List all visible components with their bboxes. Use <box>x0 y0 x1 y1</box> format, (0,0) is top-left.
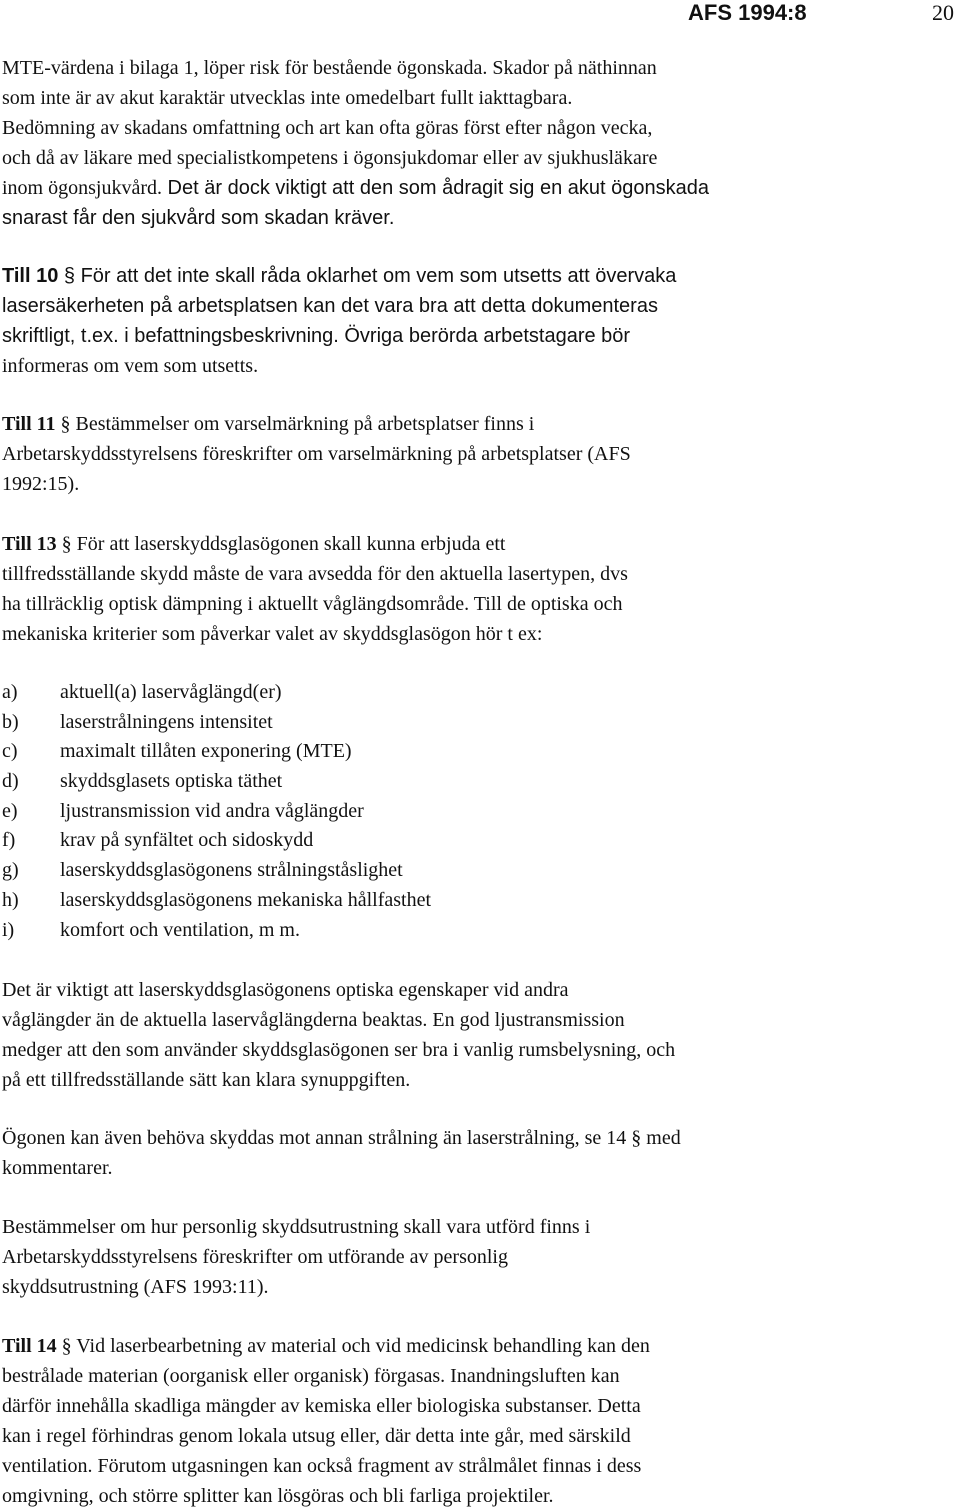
header-document-code: AFS 1994:8 <box>688 0 807 25</box>
text-line: omgivning, och större splitter kan lösgöras och bli farliga projektiler. <box>2 1485 554 1507</box>
list-item <box>2 856 902 886</box>
list-marker: e) <box>2 799 18 822</box>
text-line: lasersäkerheten på arbetsplatsen kan det vara bra att detta dokumenteras <box>2 295 658 317</box>
list-item-text: aktuell(a) laservåglängd(er) <box>60 681 282 703</box>
text-line: Bedömning av skadans omfattning och art kan ofta göras först efter någon vecka, <box>2 117 653 139</box>
section-sign: § <box>61 533 72 555</box>
text-line: bestrålade materian (oorganisk eller organisk) förgasas. Inandningsluften kan <box>2 1365 620 1387</box>
text-line: skriftligt, t.ex. i befattningsbeskrivning. Övriga berörda arbetstagare bör <box>2 325 631 347</box>
list-item-text: krav på synfältet och sidoskydd <box>60 829 314 852</box>
paragraph-optical-properties <box>2 975 902 1095</box>
list-marker: g) <box>2 859 19 882</box>
list-item-text: laserskyddsglasögonens mekaniska hållfasthet <box>60 888 432 911</box>
list-item-text: maximalt tillåten exponering (MTE) <box>60 740 352 763</box>
section-till-14 <box>2 1331 902 1511</box>
text-line: 1992:15). <box>2 473 80 495</box>
text-segment: För att laserskyddsglasögonen skall kunna erbjuda ett <box>71 533 506 555</box>
text-line: tillfredsställande skydd måste de vara avsedda för den aktuella lasertypen, dvs <box>2 563 628 585</box>
section-label: Till 13 <box>2 533 57 555</box>
text-line: skyddsutrustning (AFS 1993:11). <box>2 1276 269 1298</box>
text-line: Bestämmelser om hur personlig skyddsutrustning skall vara utförd finns i <box>2 1216 591 1238</box>
text-line: snarast får den sjukvård som skadan kräver. <box>2 207 395 229</box>
list-item-text: komfort och ventilation, m m. <box>60 918 300 941</box>
paragraph-protective-equipment <box>2 1212 902 1302</box>
text-line: våglängder än de aktuella laservåglängderna beaktas. En god ljustransmission <box>2 1009 625 1031</box>
intro-paragraph <box>2 53 902 233</box>
list-item <box>2 916 902 946</box>
text-line: mekaniska kriterier som påverkar valet av skyddsglasögon hör t ex: <box>2 623 543 645</box>
text-line: Arbetarskyddsstyrelsens föreskrifter om varselmärkning på arbetsplatser (AFS <box>2 443 631 465</box>
section-till-13 <box>2 529 902 649</box>
section-sign: § <box>60 413 71 435</box>
list-marker: c) <box>2 740 18 763</box>
list-item-text: ljustransmission vid andra våglängder <box>60 799 364 822</box>
section-label: Till 14 <box>2 1335 57 1357</box>
text-line <box>2 173 902 203</box>
list-marker: i) <box>2 918 15 941</box>
list-item-text: skyddsglasets optiska täthet <box>60 770 283 793</box>
text-line: kan i regel förhindras genom lokala utsug eller, där detta inte går, med särskild <box>2 1425 631 1447</box>
list-item <box>2 708 902 738</box>
list-item <box>2 797 902 827</box>
text-line: ha tillräcklig optisk dämpning i aktuellt våglängdsområde. Till de optiska och <box>2 593 623 615</box>
text-line: och då av läkare med specialistkompetens i ögonsjukdomar eller av sjukhusläkare <box>2 147 658 169</box>
text-line <box>2 261 902 291</box>
list-item <box>2 767 902 797</box>
text-line: Ögonen kan även behöva skyddas mot annan strålning än laserstrålning, se 14 § med <box>2 1127 681 1149</box>
list-item <box>2 886 902 916</box>
paragraph-other-radiation <box>2 1123 902 1183</box>
text-line: Det är viktigt att laserskyddsglasögonens optiska egenskaper vid andra <box>2 979 569 1001</box>
list-marker: d) <box>2 770 19 793</box>
text-line: på ett tillfredsställande sätt kan klara synuppgiften. <box>2 1069 411 1091</box>
list-marker: f) <box>2 829 16 852</box>
text-line: kommentarer. <box>2 1157 113 1179</box>
list-marker: b) <box>2 710 19 733</box>
text-line: som inte är av akut karaktär utvecklas inte omedelbart fullt iakttagbara. <box>2 87 573 109</box>
section-label: Till 10 <box>2 265 59 287</box>
list-marker: a) <box>2 681 18 703</box>
section-till-11 <box>2 409 902 499</box>
text-segment: inom ögonsjukvård. <box>2 177 162 199</box>
list-item <box>2 678 902 708</box>
list-marker: h) <box>2 888 19 911</box>
text-line: därför innehålla skadliga mängder av kemiska eller biologiska substanser. Detta <box>2 1395 641 1417</box>
text-segment: Bestämmelser om varselmärkning på arbetsplatser finns i <box>70 413 535 435</box>
list-item-text: laserskyddsglasögonens strålningståslighet <box>60 859 403 882</box>
list-item-text: laserstrålningens intensitet <box>60 710 273 733</box>
section-sign: § <box>61 1335 72 1357</box>
text-line: informeras om vem som utsetts. <box>2 355 259 377</box>
page-number: 20 <box>932 0 954 25</box>
text-segment: För att det inte skall råda oklarhet om vem som utsetts att övervaka <box>75 265 677 287</box>
list-item <box>2 737 902 767</box>
text-line <box>2 409 902 439</box>
text-line <box>2 529 902 559</box>
criteria-list <box>2 678 902 945</box>
text-line: ventilation. Förutom utgasningen kan också fragment av strålmålet finnas i dess <box>2 1455 642 1477</box>
text-segment: Vid laserbearbetning av material och vid medicinsk behandling kan den <box>71 1335 650 1357</box>
section-till-10 <box>2 261 902 381</box>
section-sign: § <box>63 265 76 287</box>
text-line <box>2 1331 902 1361</box>
text-segment: Det är dock viktigt att den som ådragit sig en akut ögonskada <box>162 177 709 199</box>
list-item <box>2 826 902 856</box>
text-line: Arbetarskyddsstyrelsens föreskrifter om utförande av personlig <box>2 1246 508 1268</box>
section-label: Till 11 <box>2 413 56 435</box>
text-line: medger att den som använder skyddsglasögonen ser bra i vanlig rumsbelysning, och <box>2 1039 676 1061</box>
text-line: MTE-värdena i bilaga 1, löper risk för bestående ögonskada. Skador på näthinnan <box>2 57 657 79</box>
